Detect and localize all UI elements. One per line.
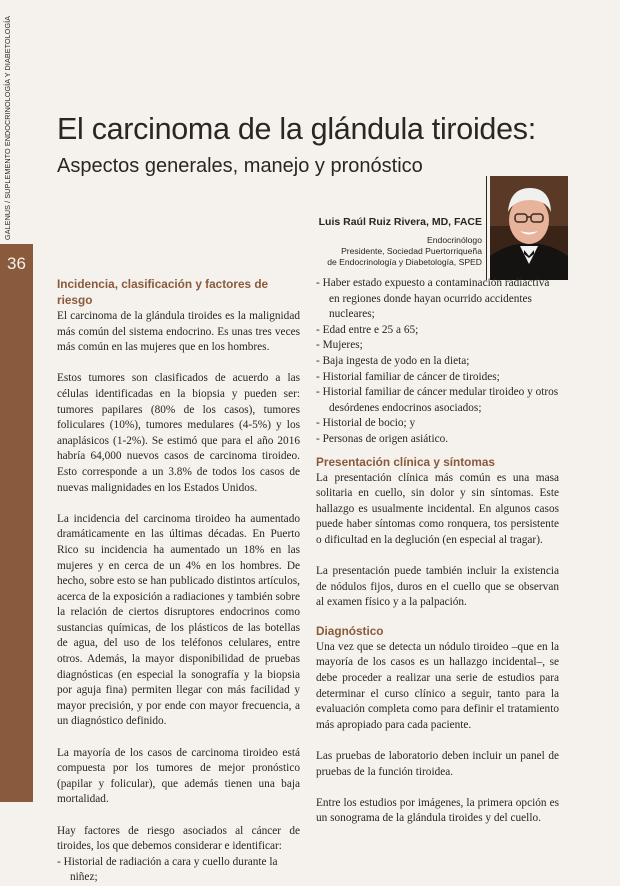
- article-subtitle: Aspectos generales, manejo y pronóstico: [57, 155, 423, 177]
- list-item: - Historial familiar de cáncer medular tiroideo y otros desórdenes endocrinos asociados;: [316, 386, 559, 414]
- right-column: [316, 276, 559, 827]
- author-affiliation-1: Presidente, Sociedad Puertorriqueña: [341, 246, 482, 257]
- paragraph: Estos tumores son clasificados de acuerdo a las células identificadas en la biopsia y pueden ser: tumores papilares (80% de los casos), tumores foliculares (10%), tumores medulares (4-5%) y los anaplásicos (1-2%). Se estimó que para el año 2016 habría 64,000 nuevos casos de carcinoma tiroideo. Esto corresponde a un 3.8% de todos los casos de nuevas malignidades en los Estados Unidos.: [57, 372, 300, 494]
- left-column: [57, 276, 300, 886]
- paragraph: La incidencia del carcinoma tiroideo ha aumentado dramáticamente en las últimas décadas. En Puerto Rico su incidencia ha aumentado un 18% en las mujeres y en cerca de un 4% en los hombres. De hecho, sobre esto se han publicado distintos artículos, acerca de la exposición a radiaciones y también sobre la relación de ciertos disruptores endocrinos como sustancias químicas, de los plásticos de las botellas de agua, del uso de los teléfonos celulares, entre otros. Además, la mayor disponibilidad de pruebas diagnósticas (en especial la sonografía y la biopsia por aguja fina) permiten llegar con más facilidad y mayor precisión, y por ende con mayor frecuencia, a un diagnóstico definido.: [57, 512, 300, 728]
- portrait-image: [490, 176, 568, 280]
- paragraph: Hay factores de riesgo asociados al cáncer de tiroides, los que debemos considerar e identificar:: [57, 824, 300, 853]
- list-item: - Mujeres;: [316, 339, 363, 352]
- risk-factor-list: [57, 855, 300, 886]
- section-heading-diagnostico: Diagnóstico: [316, 623, 384, 638]
- page-number: 36: [7, 254, 26, 273]
- author-affiliation-2: de Endocrinología y Diabetología, SPED: [327, 257, 482, 268]
- author-block: [319, 216, 482, 269]
- page-tab: [0, 244, 33, 802]
- paragraph: Una vez que se detecta un nódulo tiroideo –que en la mayoría de los casos es un hallazgo incidental–, se debe proceder a realizar una serie de estudios para determinar el curso clínico a seguir, tanto para la evaluación completa como para definir el tratamiento más apropiado para cada paciente.: [316, 640, 559, 731]
- list-item: - Historial de radiación a cara y cuello durante la niñez;: [57, 855, 278, 884]
- list-item: - Haber estado expuesto a contaminación radiactiva en regiones donde hayan ocurrido accidentes nucleares;: [316, 277, 550, 321]
- section-heading-presentacion: Presentación clínica y síntomas: [316, 454, 495, 469]
- author-name: Luis Raúl Ruiz Rivera, MD, FACE: [318, 216, 482, 228]
- list-item: - Historial familiar de cáncer de tiroides;: [316, 370, 500, 383]
- list-item: - Edad entre e 25 a 65;: [316, 323, 419, 336]
- list-item: - Historial de bocio; y: [316, 417, 416, 430]
- paragraph: Las pruebas de laboratorio deben incluir un panel de pruebas de la función tiroidea.: [316, 750, 559, 778]
- list-item: - Baja ingesta de yodo en la dieta;: [316, 354, 470, 367]
- paragraph: La mayoría de los casos de carcinoma tiroideo está compuesta por los tumores de mejor pronóstico (papilar y folicular), que además tienen una baja mortalidad.: [57, 746, 300, 806]
- author-photo: [490, 176, 568, 280]
- risk-factor-list-continued: [316, 276, 559, 448]
- list-item: - Personas de origen asiático.: [316, 432, 449, 445]
- author-role: Endocrinólogo: [427, 235, 482, 245]
- article-title: El carcinoma de la glándula tiroides:: [57, 112, 536, 146]
- paragraph: La presentación clínica más común es una masa solitaria en cuello, sin dolor y sin síntomas. Este hallazgo es usualmente incidental. En algunos casos puede haber síntomas como ronquera, tos persistente o dificultad en la deglución (en especial al tragar).: [316, 471, 559, 546]
- author-divider: [486, 176, 487, 280]
- section-heading-incidencia: Incidencia, clasificación y factores de riesgo: [57, 277, 269, 307]
- paragraph: La presentación puede también incluir la existencia de nódulos fijos, duros en el cuello que se observan al examen físico y a la palpación.: [316, 565, 559, 609]
- paragraph: El carcinoma de la glándula tiroides es la malignidad más común del sistema endocrino. Es unas tres veces más común en las mujeres que en los hombres.: [57, 310, 300, 354]
- paragraph: Entre los estudios por imágenes, la primera opción es un sonograma de la glándula tiroides y del cuello.: [316, 796, 559, 825]
- running-title: GALENUS / SUPLEMENTO ENDOCRINOLOGÍA Y DIABETOLOGÍA: [3, 15, 12, 240]
